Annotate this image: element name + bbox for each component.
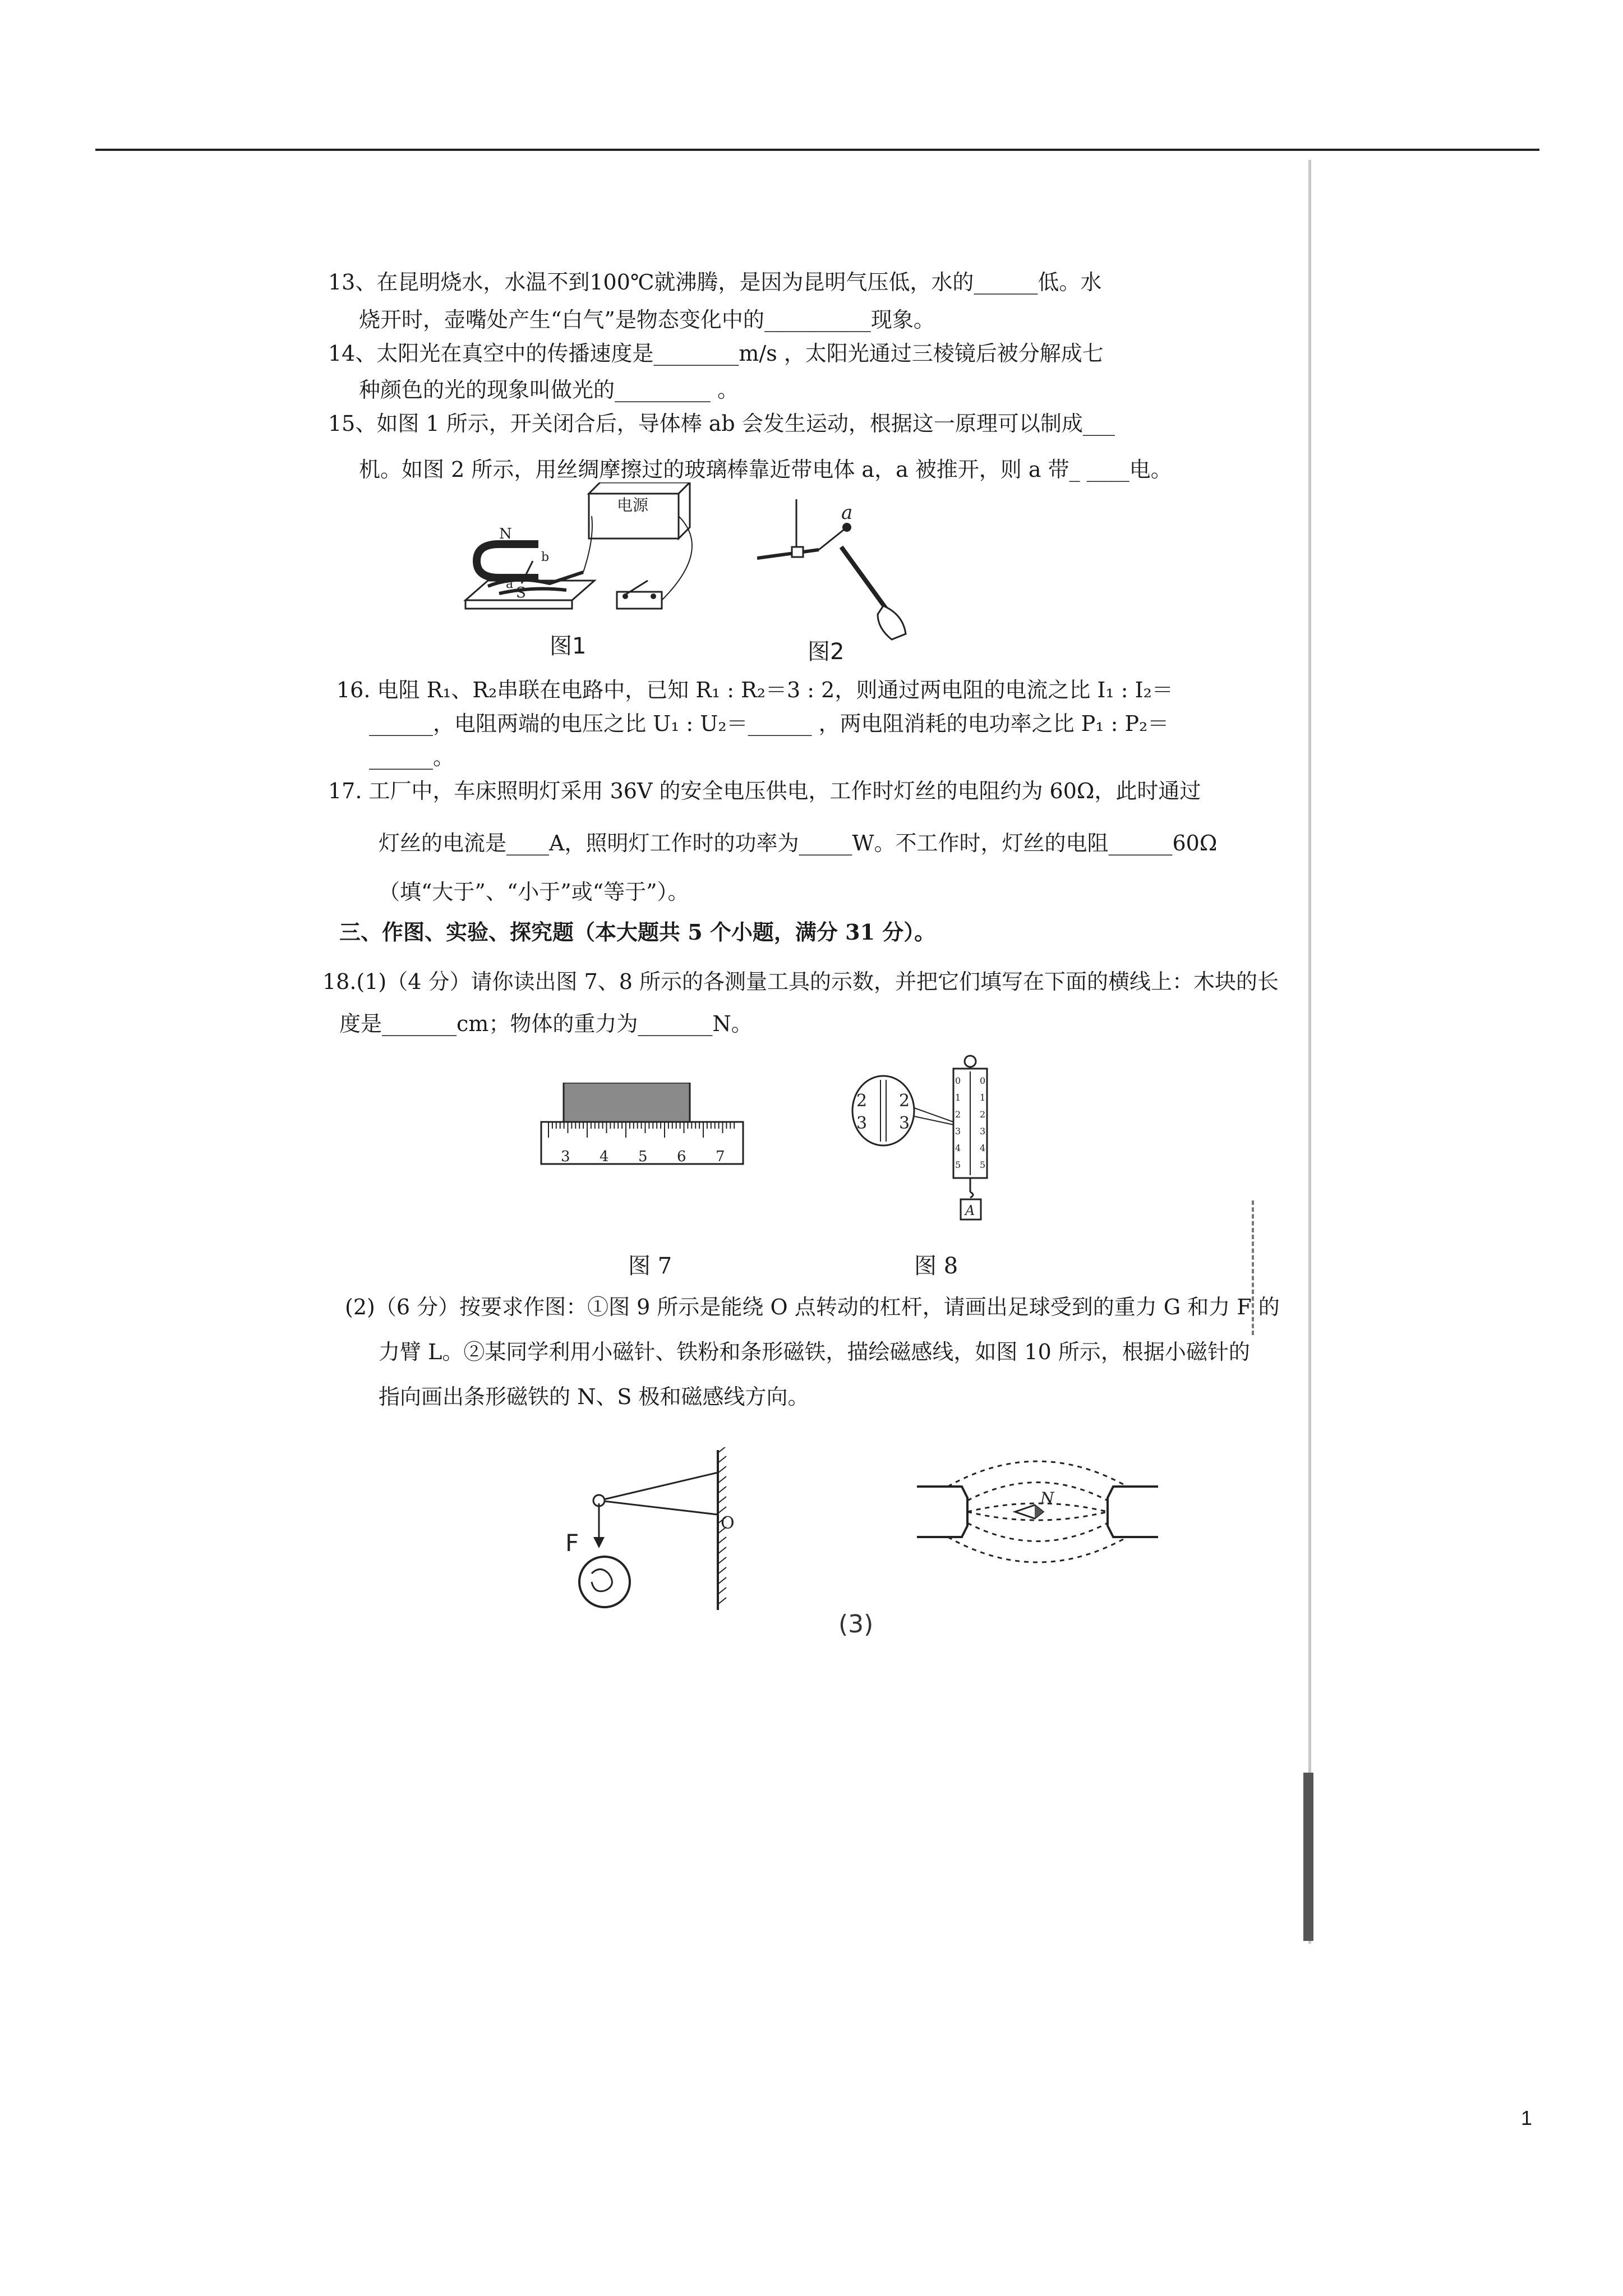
- ruler-label-7: 7: [716, 1148, 725, 1165]
- ruler-label-6: 6: [677, 1148, 686, 1165]
- page-number: 1: [1521, 2106, 1533, 2129]
- wall-hatch-line: [718, 1577, 726, 1584]
- q13-line2: 烧开时，壶嘴处产生“白气”是物态变化中的__________现象。: [359, 307, 935, 332]
- section-3-heading: 三、作图、实验、探究题（本大题共 5 个小题，满分 31 分）。: [339, 919, 936, 945]
- q17-line1: 17. 工厂中，车床照明灯采用 36V 的安全电压供电，工作时灯丝的电阻约为 60Ω，此时通过: [328, 779, 1201, 803]
- ruler-label-3: 3: [561, 1148, 570, 1165]
- wall-hatch-line: [718, 1567, 726, 1574]
- zoom-num-3-right: 3: [899, 1114, 910, 1133]
- wall-hatch-line: [718, 1507, 726, 1513]
- compass-n-label: N: [1040, 1489, 1054, 1507]
- ruler-label-4: 4: [600, 1148, 609, 1165]
- q15-line1: 15、如图 1 所示，开关闭合后，导体棒 ab 会发生运动，根据这一原理可以制成___: [328, 411, 1115, 436]
- q16-line2: ______，电阻两端的电压之比 U₁ : U₂＝______ ，两电阻消耗的电功率之比 P₁ : P₂＝: [369, 711, 1169, 736]
- handwritten-page-mark: (3): [838, 1610, 874, 1639]
- charged-a-label: a: [841, 501, 853, 524]
- scale-right-4: 4: [980, 1143, 986, 1153]
- figure-1-motor: [449, 482, 695, 634]
- scale-left-3: 3: [955, 1126, 961, 1137]
- q17-line3: （填“大于”、“小于”或“等于”）。: [379, 880, 689, 904]
- q13-line1: 13、在昆明烧水，水温不到100℃就沸腾，是因为昆明气压低，水的______低。水: [328, 270, 1102, 295]
- q18-part2-line2: 力臂 L。②某同学利用小磁针、铁粉和条形磁铁，描绘磁感线，如图 10 所示，根据小磁针的: [379, 1340, 1250, 1364]
- figure-10-magnet-field: [914, 1453, 1161, 1576]
- wall-hatch-line: [718, 1487, 726, 1493]
- q15-line2: 机。如图 2 所示，用丝绸摩擦过的玻璃棒靠近带电体 a，a 被推开，则 a 带_ ____电。: [359, 457, 1172, 482]
- pivot-o-label: O: [721, 1513, 735, 1533]
- figure-7-ruler: [538, 1083, 746, 1184]
- q18-part2-line3: 指向画出条形磁铁的 N、S 极和磁感线方向。: [379, 1384, 809, 1409]
- scale-right-0: 0: [980, 1075, 986, 1086]
- zoom-num-2-left: 2: [856, 1091, 868, 1111]
- figure-9-lever: [561, 1447, 751, 1638]
- rod-a-label: a: [506, 577, 514, 591]
- scale-right-5: 5: [980, 1159, 986, 1170]
- q16-line1: 16. 电阻 R₁、R₂串联在电路中，已知 R₁ : R₂＝3 : 2，则通过两电阻的电流之比 I₁ : I₂＝: [336, 678, 1173, 702]
- wall-hatch-line: [718, 1466, 726, 1473]
- scale-left-1: 1: [955, 1092, 961, 1103]
- scale-right-1: 1: [980, 1092, 986, 1103]
- weight-a-label: A: [965, 1203, 975, 1218]
- wall-hatch-line: [718, 1557, 726, 1564]
- wall-hatch-line: [718, 1547, 726, 1554]
- zoom-num-2-right: 2: [899, 1091, 910, 1111]
- wall-hatch-line: [718, 1537, 726, 1544]
- scale-left-0: 0: [955, 1075, 961, 1086]
- scale-left-2: 2: [955, 1109, 961, 1120]
- magnet-s-label: S: [516, 585, 526, 601]
- wall-hatch-line: [718, 1598, 726, 1604]
- wall-hatch-line: [718, 1447, 726, 1453]
- figure-7-caption: 图 7: [628, 1253, 672, 1279]
- q18-part2-line1: (2)（6 分）按要求作图：①图 9 所示是能绕 O 点转动的杠杆，请画出足球受到的重力 G 和力 F 的: [345, 1295, 1280, 1319]
- force-f-label: F: [565, 1529, 579, 1557]
- figure-8-spring-scale: [850, 1055, 995, 1223]
- q18-line1: 18.(1)（4 分）请你读出图 7、8 所示的各测量工具的示数，并把它们填写在下面的横线上：木块的长: [322, 969, 1279, 994]
- scale-right-2: 2: [980, 1109, 986, 1120]
- wall-hatch-line: [718, 1456, 726, 1463]
- wall-hatch-line: [718, 1588, 726, 1594]
- q17-line2: 灯丝的电流是____A，照明灯工作时的功率为_____W。不工作时，灯丝的电阻______60Ω: [379, 831, 1218, 855]
- figure-2-caption: 图2: [808, 639, 845, 665]
- scale-left-4: 4: [955, 1143, 961, 1153]
- figure-1-caption: 图1: [550, 633, 587, 659]
- q18-line2: 度是_______cm；物体的重力为_______N。: [339, 1011, 753, 1036]
- wall-hatch-line: [718, 1497, 726, 1503]
- q14-line1: 14、太阳光在真空中的传播速度是________m/s ，太阳光通过三棱镜后被分解成七: [328, 341, 1104, 366]
- rod-b-label: b: [541, 550, 550, 564]
- scale-left-5: 5: [955, 1159, 961, 1170]
- zoom-num-3-left: 3: [856, 1114, 868, 1133]
- scan-edge-mark: [1303, 1773, 1313, 1941]
- wall-hatch-line: [718, 1476, 726, 1483]
- scale-right-3: 3: [980, 1126, 986, 1137]
- magnet-n-label: N: [499, 526, 512, 542]
- header-rule: [95, 149, 1539, 151]
- q14-line2: 种颜色的光的现象叫做光的_________ 。: [359, 378, 739, 402]
- figure-2-charge: [757, 494, 920, 645]
- scan-edge: [1308, 160, 1311, 1944]
- ruler-label-5: 5: [638, 1148, 648, 1165]
- q16-line3: ______。: [369, 745, 455, 770]
- figure-8-caption: 图 8: [914, 1253, 958, 1279]
- power-label: 电源: [617, 496, 649, 514]
